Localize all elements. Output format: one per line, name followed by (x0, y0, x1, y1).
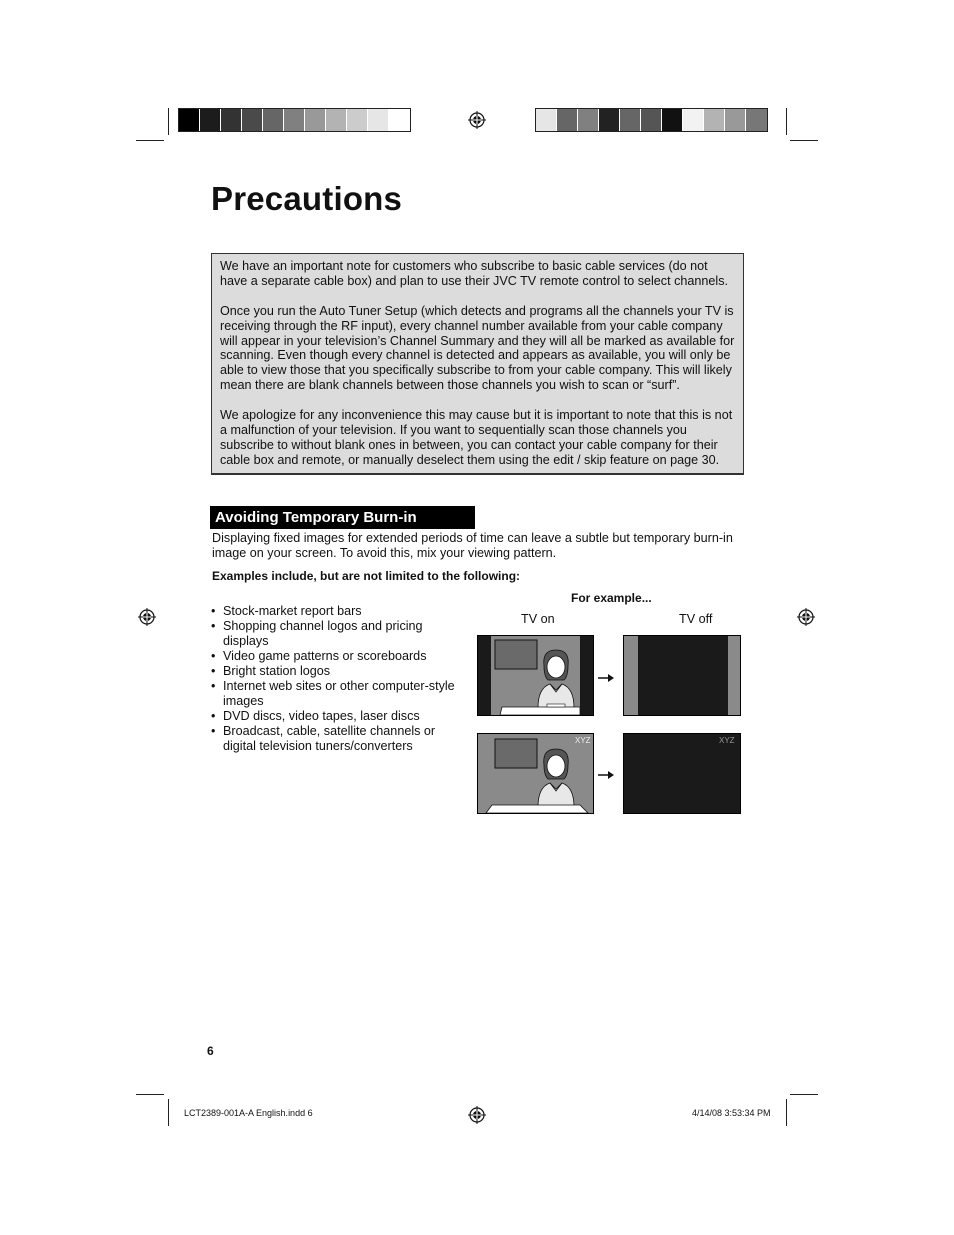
list-item: • Bright station logos (210, 664, 460, 679)
station-logo: XYZ (575, 736, 591, 745)
crop-mark (790, 140, 818, 141)
grayscale-calibration-strip (178, 108, 411, 132)
cable-note-paragraph: We have an important note for customers who subscribe to basic cable services (do not have a separate cable box) and plan to use their JVC TV remote control to select channels. (220, 259, 729, 288)
crop-mark (168, 1099, 169, 1126)
crop-mark (786, 1099, 787, 1126)
page-number: 6 (207, 1044, 214, 1058)
tv-on-label: TV on (521, 612, 555, 626)
crop-mark (790, 1094, 818, 1095)
arrow-right-icon (598, 770, 614, 780)
station-logo-ghost: XYZ (719, 736, 735, 745)
list-item: • DVD discs, video tapes, laser discs (210, 709, 460, 724)
list-item: • Internet web sites or other computer-style images (210, 679, 460, 709)
print-timestamp: 4/14/08 3:53:34 PM (692, 1108, 771, 1118)
crop-mark (136, 140, 164, 141)
registration-mark-icon (468, 1106, 486, 1124)
cable-note-box (211, 253, 744, 475)
registration-mark-icon (138, 608, 156, 626)
page-title: Precautions (211, 180, 403, 217)
crop-mark (168, 108, 169, 135)
file-slug: LCT2389-001A-A English.indd 6 (184, 1108, 313, 1118)
list-item: • Video game patterns or scoreboards (210, 649, 460, 664)
registration-mark-icon (797, 608, 815, 626)
arrow-right-icon (598, 673, 614, 683)
burnin-dark-area (638, 636, 728, 715)
list-item: • Shopping channel logos and pricing displays (210, 619, 460, 649)
cable-note-paragraph: We apologize for any inconvenience this may cause but it is important to note that this is not a malfunction of your television. If you want to sequentially scan those channels you subscribe to without blank ones in between, you can contact your cable company for their cable box and remote, or manually deselect them using the edit / skip feature on page 30. (220, 408, 733, 467)
news-anchor-illustration (478, 636, 593, 715)
crop-mark (786, 108, 787, 135)
news-anchor-illustration (478, 734, 593, 813)
crop-mark (136, 1094, 164, 1095)
tv-off-sidebars-burnin-screen (623, 635, 741, 716)
list-item: • Broadcast, cable, satellite channels or digital television tuners/converters (210, 724, 460, 754)
tv-off-label: TV off (679, 612, 713, 626)
tv-off-logo-burnin-screen (623, 733, 741, 814)
examples-list (210, 604, 460, 754)
section-intro: Displaying fixed images for extended periods of time can leave a subtle but temporary burn-in image on your screen. To avoid this, mix your viewing pattern. (212, 531, 733, 560)
examples-heading: Examples include, but are not limited to the following: (212, 569, 521, 583)
figure-caption: For example... (571, 591, 652, 605)
tone-calibration-strip (535, 108, 768, 132)
cable-note-paragraph: Once you run the Auto Tuner Setup (which detects and programs all the channels your TV is receiving through the RF input), every channel number available from your cable company will appear in your television’s Channel Summary and they will all be marked as available for scanning. Even though every channel is detected and appears as available, you will only be able to view those that you specifically subscribe to from your cable company. This will likely mean there are blank channels between those channels you wish to scan or “surf”. (220, 303, 735, 393)
registration-mark-icon (468, 111, 486, 129)
tv-on-logo-screen (477, 733, 594, 814)
tv-on-sidebars-screen (477, 635, 594, 716)
section-heading: Avoiding Temporary Burn-in (210, 506, 475, 529)
list-item: • Stock-market report bars (210, 604, 460, 619)
